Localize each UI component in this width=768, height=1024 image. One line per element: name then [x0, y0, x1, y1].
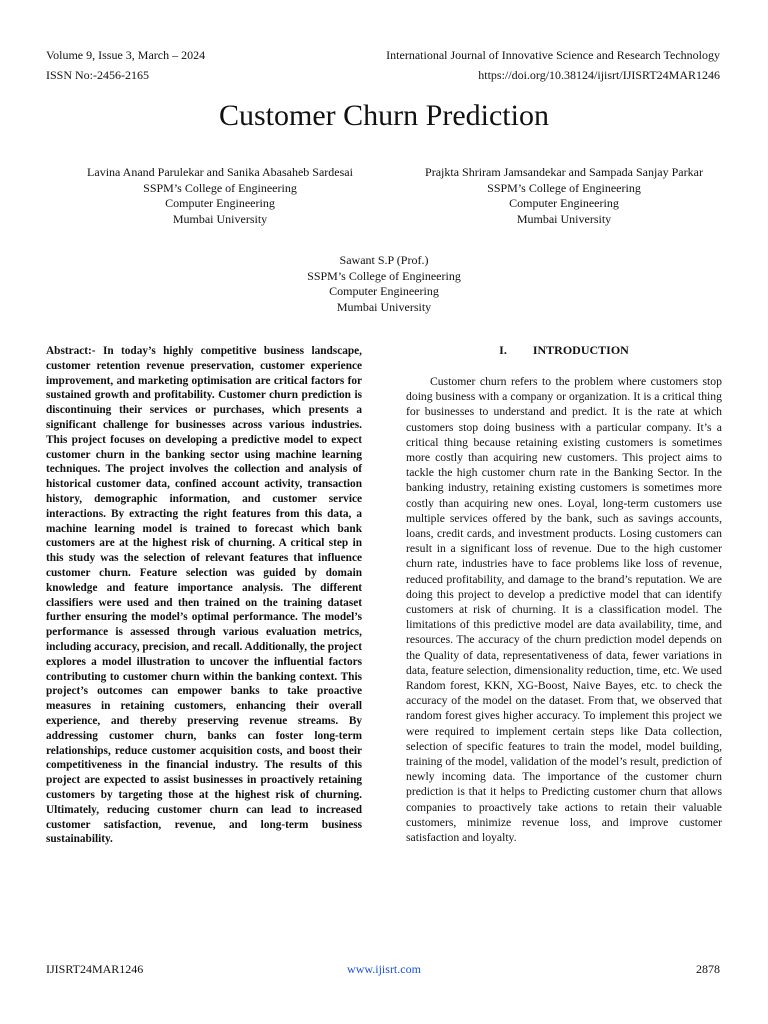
abstract-text: Abstract:- In today’s highly competitive business landscape, customer retention revenue preservation, customer experience improvement, and marketing optimisation are critical factors for sustained growth and profitability. Customer churn prediction is discontinuing their services or purchases, which presents a significant challenge for businesses across various industries. This project focuses on developing a predictive model to expect customer churn in the banking sector using machine learning techniques. The project involves the collection and analysis of historical customer data, confined account activity, transaction history, demographic information, and customer service interactions. By extracting the right features from this data, a machine learning model is trained to forecast which bank customers are at the highest risk of churning. A critical step in this study was the selection of relevant features that influence customer churn. Feature selection was guided by domain knowledge and feature importance analysis. The different classifiers were used and then trained on the training dataset further ensuring the model’s optimal performance. The model’s performance is assessed through various evaluation metrics, including accuracy, precision, and recall. Additionally, the project explores a model illustration to uncover the influential factors contributing to customer churn within the banking context. This project’s outcomes can empower banks to take proactive measures in retaining customers, enhancing their overall experience, and thereby preserving revenue streams. By addressing customer churn, banks can foster long-term relationships, reduce customer acquisition costs, and boost their competitiveness in the financial industry. The results of this project are expected to assist businesses in proactively retaining customers by targeting those at the highest risk of churning. Ultimately, reducing customer churn can lead to increased customer satisfaction, revenue, and long-term business sustainability. — [46, 345, 363, 846]
footer-website-link[interactable]: www.ijisrt.com — [347, 962, 421, 976]
author-college: SSPM’s College of Engineering — [143, 180, 297, 195]
introduction-text: Customer churn refers to the problem where customers stop doing business with a company or organization. It is a critical thing for businesses to understand and predict. It is the rate at which customers stop doing business with a particular company. It’s a critical thing because retaining existing customers is sometimes more costly than acquiring new customers. This project aims to tackle the high customer churn rate in the Banking Sector. In the banking industry, retaining existing customers is sometimes more costly than acquiring new ones. Loyal, long-term customers use multiple services offered by the bank, such as savings accounts, loans, credit cards, and investment products. Losing customers can result in a significant loss of revenue. Due to the high customer churn rate, industries have to face problems like loss of revenue, reduced profitability, and damage to the brand’s reputation. We are doing this project to develop a predictive model that can identify customers at risk of churning. It is a classification model. The limitations of this predictive model are data availability, time, and resources. The accuracy of the churn prediction model depends on the Quality of data, representativeness of data, fewer variations in data, feature selection, dimensionality reduction, time, etc. We used Random forest, KKN, XG-Boost, Naive Bayes, etc. to check the accuracy of the model on the dataset. From that, we observed that random forest gives higher accuracy. To implement this project we were required to implement certain steps like Data collection, selection of specific features to train the model, model building, training of the model, validation of the model’s result, prediction of newly incoming data. The importance of the customer churn prediction is that it helps to Predicting customer churn that allows companies to proactively take actions to retain their valuable customers, minimize revenue loss, and improve customer satisfaction and loyalty. — [406, 375, 722, 845]
author-department: Computer Engineering — [509, 196, 619, 210]
header-volume: Volume 9, Issue 3, March – 2024 — [46, 48, 206, 62]
header-doi-link[interactable]: https://doi.org/10.38124/ijisrt/IJISRT24MAR1246 — [478, 68, 720, 82]
section-title: INTRODUCTION — [532, 343, 629, 357]
author-block-right — [384, 165, 744, 227]
author-university: Mumbai University — [516, 211, 612, 226]
author-block-center — [184, 253, 584, 315]
author-department: Computer Engineering — [165, 196, 275, 210]
author-university: Mumbai University — [172, 211, 268, 226]
author-block-left — [40, 165, 400, 227]
header-journal-name: International Journal of Innovative Science and Research Technology — [386, 48, 720, 62]
section-number: I. — [499, 343, 507, 357]
author-college: SSPM’s College of Engineering — [307, 268, 461, 283]
author-names: Sawant S.P (Prof.) — [339, 253, 429, 267]
author-department: Computer Engineering — [329, 284, 439, 298]
author-college: SSPM’s College of Engineering — [487, 180, 641, 195]
author-names: Lavina Anand Parulekar and Sanika Abasaheb Sardesai — [87, 165, 353, 179]
section-heading-introduction — [406, 343, 722, 358]
paper-title: Customer Churn Prediction — [219, 99, 549, 132]
author-university: Mumbai University — [336, 299, 432, 314]
header-issn: ISSN No:-2456-2165 — [46, 68, 150, 82]
footer-article-id: IJISRT24MAR1246 — [46, 962, 144, 976]
author-names: Prajkta Shriram Jamsandekar and Sampada Sanjay Parkar — [425, 165, 703, 179]
footer-page-number: 2878 — [696, 962, 720, 976]
